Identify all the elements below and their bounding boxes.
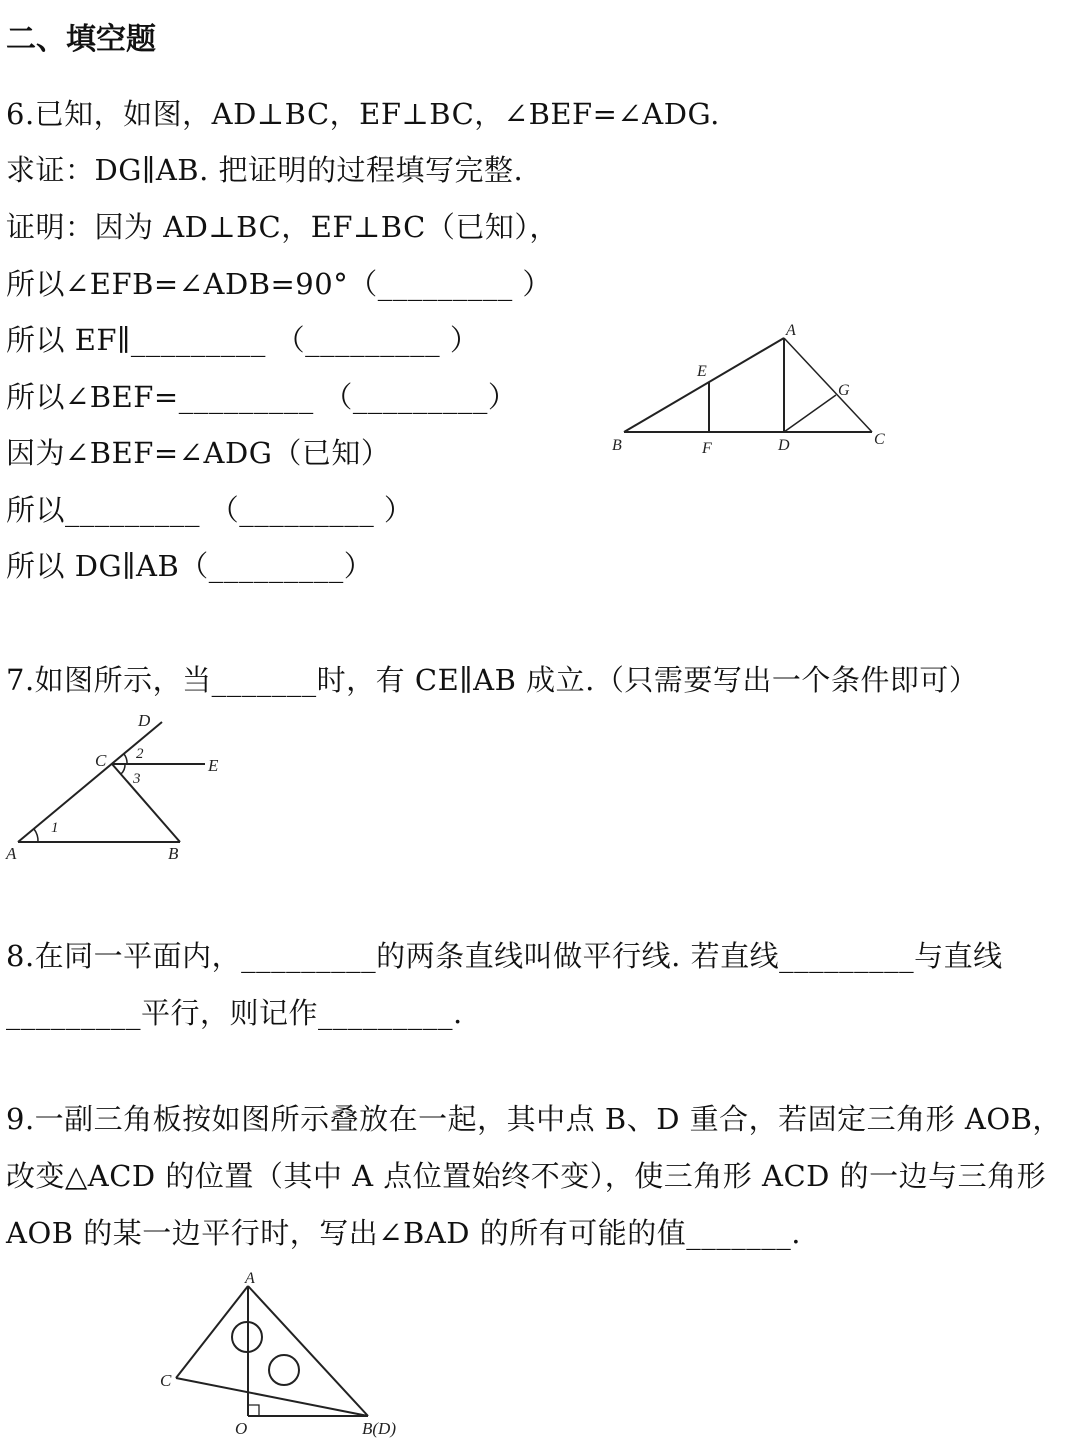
angle-3-arc (121, 764, 125, 774)
segment-cb (112, 764, 180, 842)
label-a: A (245, 1270, 255, 1287)
label-b: B (612, 437, 622, 454)
q6-line-3: 证明：因为 AD⊥BC，EF⊥BC（已知）， (6, 210, 559, 244)
label-c: C (95, 751, 107, 770)
label-a: A (786, 322, 796, 339)
q9-line-1: 9.一副三角板按如图所示叠放在一起，其中点 B、D 重合，若固定三角形 AOB， (6, 1102, 1062, 1136)
q9-line-2: 改变△ACD 的位置（其中 A 点位置始终不变），使三角形 ACD 的一边与三角形 (6, 1159, 1047, 1193)
q9-figure (140, 1266, 440, 1451)
q6-line-2: 求证：DG∥AB. 把证明的过程填写完整. (6, 153, 524, 187)
label-b: B (168, 844, 179, 863)
q6-line-5: 所以 EF∥_________ （_________ ） (6, 323, 480, 357)
q6-line-6: 所以∠BEF=_________ （_________） (6, 380, 518, 414)
label-bd: B(D) (362, 1419, 396, 1438)
angle-3-label: 3 (133, 771, 141, 787)
q6-line-9: 所以 DG∥AB（_________） (6, 549, 374, 583)
angle-1-arc (34, 829, 38, 842)
label-d: D (138, 711, 151, 730)
angle-2-label: 2 (136, 746, 144, 762)
label-a: A (6, 844, 17, 863)
q9-line-3: AOB 的某一边平行时，写出∠BAD 的所有可能的值_______. (6, 1216, 801, 1250)
segment-ac (176, 1286, 248, 1378)
segment-dg (784, 395, 836, 432)
q6-line-8: 所以_________ （_________ ） (6, 493, 414, 527)
angle-1-label: 1 (51, 820, 59, 836)
hole-circle-2 (269, 1355, 299, 1385)
section-heading: 二、填空题 (6, 22, 156, 57)
q7-figure (0, 706, 240, 866)
label-f: F (702, 440, 712, 457)
label-g: G (838, 382, 850, 399)
segment-ba (624, 338, 784, 432)
label-c: C (160, 1371, 172, 1390)
angle-2-arc (124, 754, 127, 764)
label-d: D (778, 437, 790, 454)
q6-figure (600, 318, 900, 463)
right-angle-mark (248, 1405, 259, 1416)
q6-line-7: 因为∠BEF=∠ADG（已知） (6, 436, 391, 470)
q8-line-2: _________平行，则记作_________. (6, 996, 463, 1030)
q6-line-4: 所以∠EFB=∠ADB=90°（_________ ） (6, 267, 552, 301)
segment-ac (784, 338, 872, 432)
label-c: C (874, 431, 885, 448)
q7-text: 7.如图所示，当_______时，有 CE∥AB 成立.（只需要写出一个条件即可） (6, 663, 979, 697)
label-e: E (208, 756, 219, 775)
label-e: E (697, 363, 707, 380)
q8-line-1: 8.在同一平面内，_________的两条直线叫做平行线. 若直线_________与直线 (6, 939, 1003, 973)
label-o: O (235, 1419, 248, 1438)
q6-line-1: 6.已知，如图，AD⊥BC，EF⊥BC，∠BEF=∠ADG. (6, 97, 720, 131)
